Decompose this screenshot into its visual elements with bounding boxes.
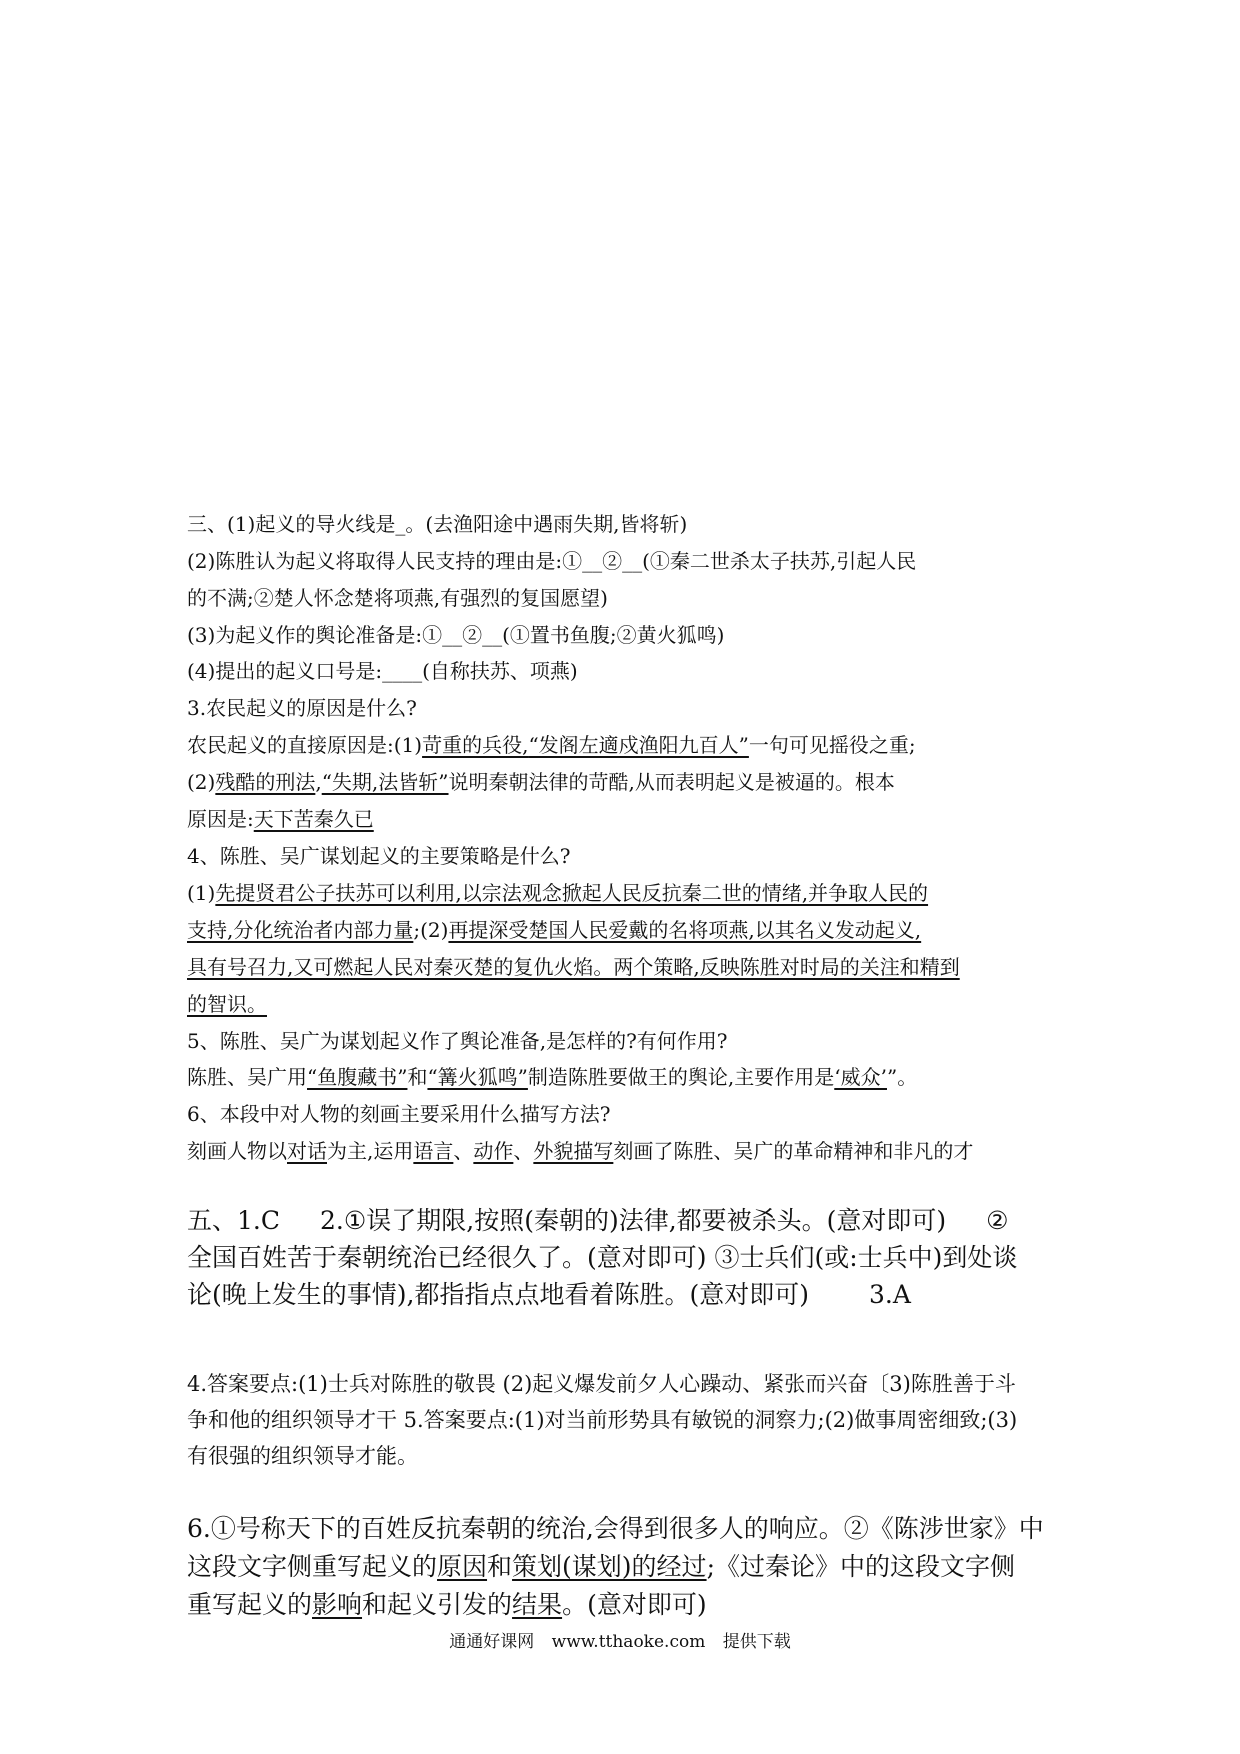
text: ;《过秦论》中的这段文字侧 xyxy=(706,1552,1015,1581)
answer6-line1: 6.①号称天下的百姓反抗秦朝的统治,会得到很多人的响应。②《陈涉世家》中 xyxy=(187,1514,1044,1543)
text: 为主,运用 xyxy=(327,1139,414,1163)
text: 和 xyxy=(487,1552,513,1581)
answers45-line1: 4.答案要点:(1)士兵对陈胜的敬畏 (2)起义爆发前夕人心躁动、紧张而兴奋〔3)陈胜善于斗 xyxy=(187,1372,1016,1396)
answers45-line3: 有很强的组织领导才能。 xyxy=(187,1444,418,1468)
answer-4-line4 xyxy=(187,986,1057,1023)
section3-line4: (3)为起义作的舆论准备是:①__②__(①置书鱼腹;②黄火狐鸣) xyxy=(187,623,725,647)
answer6-line2 xyxy=(187,1548,1057,1586)
answer-4-line2 xyxy=(187,912,1057,949)
section3-line1: 三、(1)起义的导火线是_。(去渔阳途中遇雨失期,皆将斩) xyxy=(187,512,688,536)
section3-line2: (2)陈胜认为起义将取得人民支持的理由是:①__②__(①秦二世杀太子扶苏,引起人民 xyxy=(187,549,917,573)
answer6-line3 xyxy=(187,1586,1057,1624)
underlined-text: 结果 xyxy=(512,1590,563,1619)
answer-3-line2 xyxy=(187,764,1057,801)
text: 陈胜、吴广用 xyxy=(187,1065,307,1089)
question-5: 5、陈胜、吴广为谋划起义作了舆论准备,是怎样的?有何作用? xyxy=(187,1029,728,1053)
text: 和起义引发的 xyxy=(362,1590,513,1619)
text: 3.A xyxy=(868,1280,911,1309)
text: 五、1.C xyxy=(187,1206,280,1235)
text: 刻画人物以 xyxy=(187,1139,287,1163)
page-footer xyxy=(0,1627,1240,1652)
text: 、 xyxy=(453,1139,474,1163)
answer-6 xyxy=(187,1133,1057,1170)
underlined-text: 策划(谋划)的经过 xyxy=(512,1552,707,1581)
underlined-text: 支持,分化统治者内部力量 xyxy=(187,918,414,942)
section5-line3 xyxy=(187,1276,1057,1313)
answer-5 xyxy=(187,1059,1057,1096)
text: (1) xyxy=(187,881,216,905)
text: 、 xyxy=(513,1139,534,1163)
underlined-text: 残酷的刑法 xyxy=(215,770,316,794)
text: 2.①误了期限,按照(秦朝的)法律,都要被杀头。(意对即可) xyxy=(319,1206,947,1235)
underlined-text: 先提贤君公子扶苏可以利用,以宗法观念掀起人民反抗秦二世的情绪,并争取人民的 xyxy=(215,881,929,905)
underlined-text: 具有号召力,又可燃起人民对秦灭楚的复仇火焰。两个策略,反映陈胜对时局的关注和精到 xyxy=(187,955,960,979)
section5-line2: 全国百姓苦于秦朝统治已经很久了。(意对即可) ③士兵们(或:士兵中)到处谈 xyxy=(187,1243,1018,1272)
answer-4-line1 xyxy=(187,875,1057,912)
text: 说明秦朝法律的苛酷,从而表明起义是被逼的。根本 xyxy=(448,770,895,794)
text: 原因是: xyxy=(187,807,254,831)
underlined-text: “发阁左適戍渔阳九百人” xyxy=(528,733,749,757)
underlined-text: “鱼腹藏书” xyxy=(307,1065,408,1089)
answer-3-line3 xyxy=(187,801,1057,838)
text: 重写起义的 xyxy=(187,1590,313,1619)
answers45-line2: 争和他的组织领导才干 5.答案要点:(1)对当前形势具有敏锐的洞察力;(2)做事周密细致;(3) xyxy=(187,1408,1018,1432)
underlined-text: “失期,法皆斩” xyxy=(321,770,449,794)
text: ;(2) xyxy=(413,918,449,942)
text: (2) xyxy=(187,770,216,794)
text: ”。 xyxy=(886,1065,918,1089)
section3-line3: 的不满;②楚人怀念楚将项燕,有强烈的复国愿望) xyxy=(187,586,608,610)
underlined-text: 动作 xyxy=(473,1139,514,1163)
underlined-text: ‘威众’ xyxy=(834,1065,887,1089)
footer-suffix: 提供下载 xyxy=(722,1632,791,1652)
answer-3-line1 xyxy=(187,727,1057,764)
underlined-text: 语言 xyxy=(413,1139,454,1163)
footer-url[interactable]: www.tthaoke.com xyxy=(551,1632,706,1652)
footer-site-name: 通通好课网 xyxy=(449,1632,535,1652)
section5-line1 xyxy=(187,1202,1057,1239)
question-4: 4、陈胜、吴广谋划起义的主要策略是什么? xyxy=(187,844,571,868)
text: 这段文字侧重写起义的 xyxy=(187,1552,438,1581)
question-6: 6、本段中对人物的刻画主要采用什么描写方法? xyxy=(187,1102,611,1126)
text: 一句可见摇役之重; xyxy=(748,733,916,757)
question-3: 3.农民起义的原因是什么? xyxy=(187,696,417,720)
text: 制造陈胜要做王的舆论,主要作用是 xyxy=(527,1065,835,1089)
text: 。(意对即可) xyxy=(562,1590,707,1619)
text: ② xyxy=(986,1206,1009,1235)
section3-line5: (4)提出的起义口号是:____(自称扶苏、项燕) xyxy=(187,659,578,683)
underlined-text: 外貌描写 xyxy=(533,1139,614,1163)
underlined-text: “篝火狐鸣” xyxy=(427,1065,528,1089)
underlined-text: 影响 xyxy=(312,1590,363,1619)
answer-4-line3 xyxy=(187,949,1057,986)
underlined-text: 再提深受楚国人民爱戴的名将项燕,以其名义发动起义, xyxy=(448,918,922,942)
underlined-text: 苛重的兵役, xyxy=(422,733,529,757)
underlined-text: 的智识。 xyxy=(187,992,267,1016)
text: 农民起义的直接原因是:(1) xyxy=(187,733,423,757)
text: , xyxy=(315,770,322,794)
underlined-text: 对话 xyxy=(287,1139,327,1163)
text: 刻画了陈胜、吴广的革命精神和非凡的才 xyxy=(613,1139,974,1163)
text: 论(晚上发生的事情),都指指点点地看着陈胜。(意对即可) xyxy=(187,1280,809,1309)
underlined-text: 天下苦秦久已 xyxy=(253,807,374,831)
text: 和 xyxy=(407,1065,428,1089)
underlined-text: 原因 xyxy=(437,1552,488,1581)
